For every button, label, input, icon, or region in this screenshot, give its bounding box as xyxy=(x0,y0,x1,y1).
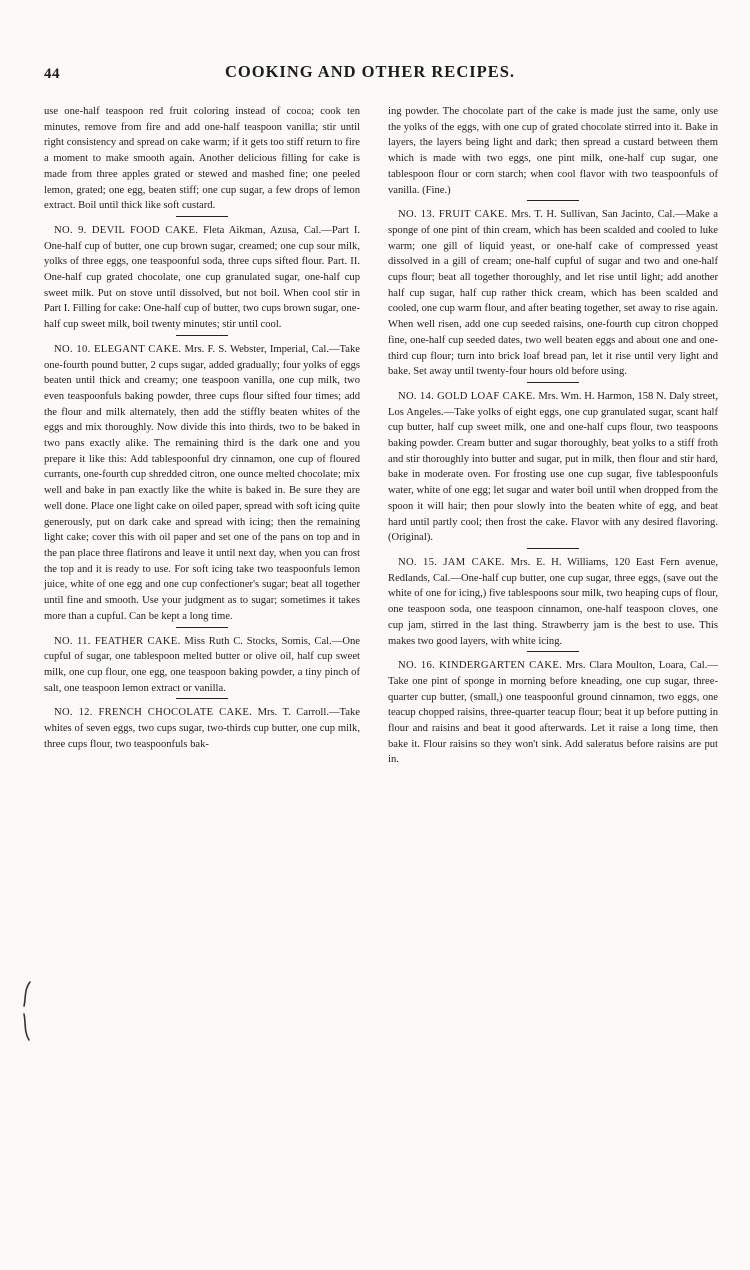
recipe-jam-cake xyxy=(388,555,718,649)
running-title: COOKING AND OTHER RECIPES. xyxy=(225,62,516,81)
recipe-gold-loaf-cake xyxy=(388,389,718,546)
recipe-title: NO. 11. FEATHER CAKE. xyxy=(54,635,181,647)
recipe-body: Mrs. Wm. H. Harmon, 158 N. Daly street, Los Angeles.—Take yolks of eight eggs, one cup granulated sugar, scant half cup butter, half cup sweet milk, one and one-half cups flour, two teaspoons baking powder. Cream butter and sugar thoroughly, beat yolks to a stiff froth and stir thoroughly into butter and sugar, put in milk, then flour and stir hard, bake in moderate oven. For frosting use one cup sugar, five tablespoonfuls water, white of one egg; let sugar and water boil until when dropped from the spoon it will hair; then pour slowly into the beaten white of egg, and beat hard until partly cool; then frost the cake. Flavor with any desired flavoring. (Original). xyxy=(388,390,718,544)
recipe-title: NO. 12. FRENCH CHOCOLATE CAKE. xyxy=(54,707,253,719)
pencil-bracket-mark xyxy=(18,980,34,1042)
recipe-kindergarten-cake xyxy=(388,658,718,768)
recipe-french-chocolate-cake xyxy=(44,705,360,752)
section-divider xyxy=(527,382,579,383)
section-divider xyxy=(176,335,228,336)
recipe-title: NO. 10. ELEGANT CAKE. xyxy=(54,343,182,355)
section-divider xyxy=(176,627,228,628)
continuation-text: ing powder. The chocolate part of the cake is made just the same, only use the yolks of the eggs, with one cup of grated chocolate stirred into it. Bake in layers, the layers being light and dark; then spread a custard between them which is made with two eggs, one pint milk, one-half cup sugar, one tablespoon flour or corn starch; when cool flavor with two teaspoonfuls of vanilla. (Fine.) xyxy=(388,106,718,196)
section-divider xyxy=(176,216,228,217)
recipe-body: Mrs. T. Carroll.—Take whites of seven eggs, two cups sugar, two-thirds cup butter, one cup milk, three cups flour, two teaspoonfuls bak- xyxy=(44,707,360,750)
recipe-body: Mrs. Clara Moulton, Loara, Cal.—Take one pint of sponge in morning before kneading, one cup sugar, three-quarter cup butter, (small,) one teaspoonful ground cinnamon, two eggs, one teacup chopped raisins, three-quarter teacup flour; beat it up before putting in flour and raisins and beat it good afterwards. Let it raise a long time, then bake it. Flour raisins so they won't sink. Add saleratus before raisins are put in. xyxy=(388,660,718,766)
section-divider xyxy=(527,651,579,652)
recipe-title: NO. 13. FRUIT CAKE. xyxy=(398,209,508,221)
recipe-fruit-cake xyxy=(388,207,718,380)
section-divider xyxy=(527,200,579,201)
recipe-body: Miss Ruth C. Stocks, Somis, Cal.—One cupful of sugar, one tablespoon melted butter or olive oil, half cup sweet milk, one cup flour, one egg, one teaspoon baking powder, a tiny pinch of salt, one teaspoon lemon extract or vanilla. xyxy=(44,635,360,694)
recipe-title: NO. 14. GOLD LOAF CAKE. xyxy=(398,390,536,402)
recipe-devil-food-cake xyxy=(44,223,360,333)
recipe-body: Mrs. E. H. Williams, 120 East Fern avenue, Redlands, Cal.—One-half cup butter, one cup sugar, three eggs, (save out the white of one for icing,) five tablespoons sour milk, two heaping cups of flour, one teaspoon soda, one teaspoon cinnamon, one-half teaspoon cloves, one cup jam, stirred in the last thing. Strawberry jam is the best to use. This makes two good layers, with white icing. xyxy=(388,556,719,647)
recipe-elegant-cake xyxy=(44,342,360,625)
recipe-feather-cake xyxy=(44,634,360,697)
recipe-title: NO. 9. DEVIL FOOD CAKE. xyxy=(54,224,199,236)
recipe-title: NO. 16. KINDERGARTEN CAKE. xyxy=(398,660,563,672)
right-column xyxy=(388,104,718,768)
section-divider xyxy=(176,698,228,699)
left-column xyxy=(44,104,360,752)
recipe-body: Mrs. F. S. Webster, Imperial, Cal.—Take one-fourth pound butter, 2 cups sugar, added gradually; four yolks of eggs beaten until thick and creamy; one teaspoon vanilla, one cup milk, two even teaspoonfuls baking powder, three cups flour sifted four times; add the flour and milk alternately, then add the stiffly beaten whites of the eggs and mix thoroughly. Now divide this into thirds, two to be baked in two pans exactly alike. The remaining third is the dark one and you prepare it like this: Add tablespoonful dry cinnamon, one cup of floured currants, one-fourth cup shredded citron, one ounce melted chocolate; mix well and bake in pan exactly like the white is baked in. Be sure they are well done. Place one light cake on oiled paper, spread with soft icing quite generously, put on dark cake and spread with icing; then the remaining light cake; cover this with oil paper and set one of the pans on top and in the pan place three flatirons and leave it until next day, when you can frost the top and it is ready to use. For soft icing take two teaspoonfuls lemon juice, white of one egg and one cup confectioner's sugar; beat all together until fine and smooth. Use your judgment as to sugar; sometimes it takes more than a cupful. Can be kept a long time. xyxy=(44,343,360,622)
section-divider xyxy=(527,548,579,549)
recipe-body: Mrs. T. H. Sullivan, San Jacinto, Cal.—Make a sponge of one pint of thin cream, which has been scalded and cooled to luke warm; one gill of liquid yeast, or one-half cake of compressed yeast dissolved in a gill of cream; one-half cupful of sugar and two and one-half cups flour; beat all together thoroughly, and let rise until light; add another half cup sugar, half cup rather thick cream, which has been scalded and cooled, one cup warm flour, and after beating together, set away to rise again. When well risen, add one cup seeded raisins, one-fourth cup citron chopped fine, one-half cup seeded dates, two well beaten eggs and about one and one-third cup flour; turn into brick loaf bread pan, let it rise until very light and bake. Set away until twenty-four hours old before using. xyxy=(388,209,718,378)
continuation-text: use one-half teaspoon red fruit coloring instead of cocoa; cook ten minutes, remove from fire and add one-half teaspoon vanilla; stir until right consistency and spread on cake warm; if it gets too stiff return to fire a moment to make smooth again. Another delicious filling for cake is made from three apples grated or stewed and mashed fine; one peeled lemon, grated; one egg, beaten stiff; one cup sugar, a few drops of lemon extract. Boil until thick like soft custard. xyxy=(44,106,360,212)
recipe-title: NO. 15. JAM CAKE. xyxy=(398,556,505,568)
page-number: 44 xyxy=(44,66,60,82)
recipe-body: Fleta Aikman, Azusa, Cal.—Part I. One-half cup of butter, one cup brown sugar, creamed; one cup sour milk, yolks of three eggs, one teaspoonful soda, three cups sifted flour. Part. II. One-half cup grated chocolate, one cup granulated sugar, one-half cup sweet milk. Put on stove until dissolved, but not boil. When cool stir in Part I. Filling for cake: One-half cup of butter, two cups brown sugar, one-half cup sweet milk, boil twenty minutes; stir until cool. xyxy=(44,224,360,331)
